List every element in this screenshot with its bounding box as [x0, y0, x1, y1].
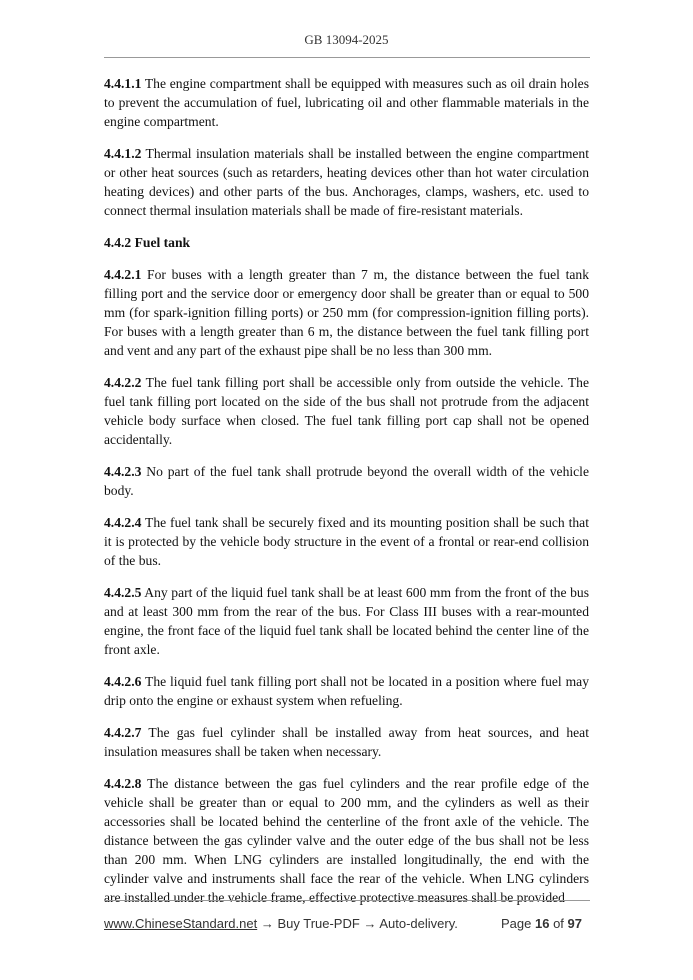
clause-4-4-1-1 [104, 74, 589, 131]
clause-text: The distance between the gas fuel cylinders and the rear profile edge of the vehicle shall be greater than or equal to 200 mm, and the cylinders as well as their accessories shall be located behind the centerline of the front axle of the vehicle. The distance between the gas cylinder valve and the outer edge of the bus shall not be less than 200 mm. When LNG cylinders are installed longitudinally, the end with the cylinder valve and instruments shall face the rear of the vehicle. When LNG cylinders are installed under the vehicle frame, effective protective measures shall be provided [104, 776, 589, 905]
auto-delivery-text: Auto-delivery. [379, 916, 458, 931]
clause-number: 4.4.2.4 [104, 515, 142, 530]
document-body [104, 74, 589, 920]
clause-text: The gas fuel cylinder shall be installed away from heat sources, and heat insulation measures shall be taken when necessary. [104, 725, 589, 759]
of-label: of [553, 916, 564, 931]
clause-text: For buses with a length greater than 7 m, the distance between the fuel tank filling port and the service door or emergency door shall be greater than or equal to 500 mm (for spark-ignition filling ports) or 250 mm (for compression-ignition filling ports). For buses with a length greater than 6 m, the distance between the fuel tank filling port and vent and any part of the exhaust pipe shall be no less than 300 mm. [104, 267, 589, 358]
clause-4-4-1-2 [104, 144, 589, 220]
clause-4-4-2-4 [104, 513, 589, 570]
clause-number: 4.4.2.5 [104, 585, 142, 600]
clause-text: The fuel tank shall be securely fixed and its mounting position shall be such that it is protected by the vehicle body structure in the event of a frontal or rear-end collision of the bus. [104, 515, 589, 568]
page-label: Page [500, 916, 532, 931]
page-number: 16 [534, 916, 550, 931]
clause-number: 4.4.2.8 [104, 776, 142, 791]
page-indicator [501, 916, 582, 931]
clause-text: The fuel tank filling port shall be accessible only from outside the vehicle. The fuel tank filling port located on the side of the bus shall not protrude from the adjacent vehicle body surface when closed. The fuel tank filling port cap shall not be opened accidentally. [104, 375, 589, 447]
footer-divider [104, 900, 590, 901]
clause-4-4-2-6 [104, 672, 589, 710]
buy-pdf-text: Buy True-PDF [277, 916, 360, 931]
clause-number: 4.4.2.1 [104, 267, 142, 282]
clause-text: No part of the fuel tank shall protrude beyond the overall width of the vehicle body. [104, 464, 589, 498]
document-header: GB 13094-2025 [304, 32, 389, 47]
arrow-icon: → [363, 916, 377, 931]
clause-number: 4.4.2.6 [104, 674, 142, 689]
website-link[interactable]: www.ChineseStandard.net [104, 916, 258, 931]
total-pages: 97 [567, 916, 582, 931]
clause-text: Thermal insulation materials shall be installed between the engine compartment or other heat sources (such as retarders, heating devices other than hot water circulation heating devices) and other parts of the bus. Anchorages, clamps, washers, etc. used to connect thermal insulation materials shall be made of fire-resistant materials. [104, 146, 589, 218]
clause-4-4-2-1 [104, 265, 589, 360]
arrow-icon: → [260, 916, 274, 931]
clause-4-4-2-5 [104, 583, 589, 659]
clause-text: Any part of the liquid fuel tank shall be at least 600 mm from the front of the bus and at least 300 mm from the rear of the bus. For Class III buses with a rear-mounted engine, the front face of the liquid fuel tank shall be located behind the center line of the front axle. [104, 585, 589, 657]
clause-text: The liquid fuel tank filling port shall not be located in a position where fuel may drip onto the engine or exhaust system when refueling. [104, 674, 589, 708]
clause-text: The engine compartment shall be equipped with measures such as oil drain holes to prevent the accumulation of fuel, lubricating oil and other flammable materials in the engine compartment. [104, 76, 589, 129]
clause-number: 4.4.1.2 [104, 146, 142, 161]
clause-number: 4.4.2.2 [104, 375, 142, 390]
page-footer [104, 916, 590, 931]
header-divider [104, 57, 590, 58]
clause-number: 4.4.1.1 [104, 76, 142, 91]
clause-4-4-2-2 [104, 373, 589, 449]
clause-number: 4.4.2.7 [104, 725, 142, 740]
clause-number: 4.4.2.3 [104, 464, 142, 479]
clause-4-4-2-8 [104, 774, 589, 907]
section-heading-fuel-tank: 4.4.2 Fuel tank [104, 235, 191, 250]
clause-4-4-2-3 [104, 462, 589, 500]
clause-4-4-2-7 [104, 723, 589, 761]
